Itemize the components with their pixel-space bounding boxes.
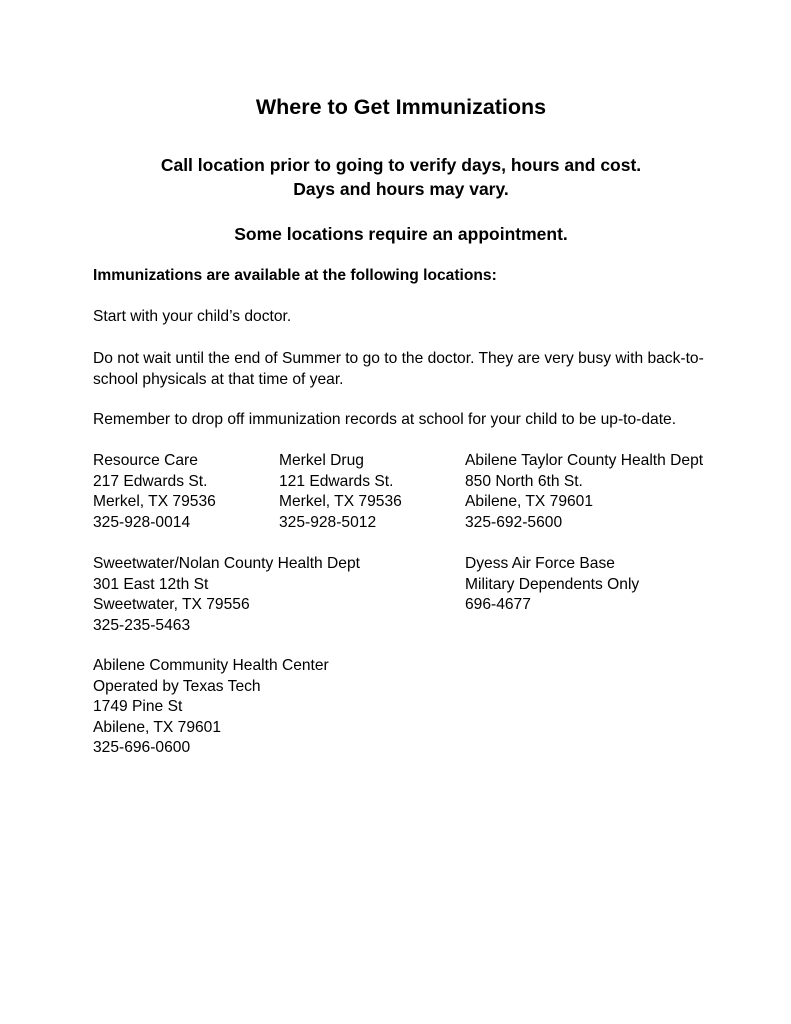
location-name: Merkel Drug xyxy=(279,452,364,469)
location-city: Abilene, TX 79601 xyxy=(465,493,594,510)
location-city: Abilene, TX 79601 xyxy=(93,718,222,736)
page-title: Where to Get Immunizations xyxy=(255,95,547,119)
location-phone: 325-235-5463 xyxy=(93,616,191,634)
location-address: 1749 Pine St xyxy=(93,698,183,715)
notice-appointment: Some locations require an appointment. xyxy=(234,224,568,244)
location-name: Abilene Taylor County Health Dept xyxy=(465,452,704,469)
location-merkel-drug xyxy=(279,451,402,533)
location-name: Abilene Community Health Center xyxy=(93,657,329,674)
location-name: Sweetwater/Nolan County Health Dept xyxy=(93,555,360,572)
paragraph-doctor: Start with your child’s doctor. xyxy=(93,308,292,325)
location-abilene-taylor-health xyxy=(465,451,703,533)
location-phone: 325-696-0600 xyxy=(93,739,191,756)
location-city: Merkel, TX 79536 xyxy=(93,493,216,510)
location-abilene-community-health xyxy=(93,656,329,759)
location-phone: 325-928-0014 xyxy=(93,513,191,531)
location-phone: 325-928-5012 xyxy=(279,513,377,531)
location-name: Dyess Air Force Base xyxy=(465,555,615,572)
notice-call-ahead: Call location prior to going to verify days, hours and cost. xyxy=(160,155,642,175)
location-dyess-afb xyxy=(465,554,639,616)
paragraph-records: Remember to drop off immunization records at school for your child to be up-to-date. xyxy=(93,411,677,428)
location-address: 850 North 6th St. xyxy=(465,472,583,490)
location-address: 217 Edwards St. xyxy=(93,472,208,490)
location-address: 121 Edwards St. xyxy=(279,472,394,490)
location-address: 301 East 12th St xyxy=(93,575,209,593)
location-note: Military Dependents Only xyxy=(465,575,640,593)
location-phone: 696-4677 xyxy=(465,596,531,613)
location-phone: 325-692-5600 xyxy=(465,513,563,531)
location-operator: Operated by Texas Tech xyxy=(93,677,261,695)
paragraph-summer: Do not wait until the end of Summer to go to the doctor. They are very busy with back-to-school physicals at that time of year. xyxy=(93,350,704,388)
location-sweetwater-nolan-health xyxy=(93,554,360,636)
location-resource-care xyxy=(93,451,216,533)
location-city: Merkel, TX 79536 xyxy=(279,493,402,510)
locations-intro: Immunizations are available at the following locations: xyxy=(93,267,497,284)
location-city: Sweetwater, TX 79556 xyxy=(93,596,250,613)
location-name: Resource Care xyxy=(93,452,198,469)
notice-hours-vary: Days and hours may vary. xyxy=(293,179,509,199)
